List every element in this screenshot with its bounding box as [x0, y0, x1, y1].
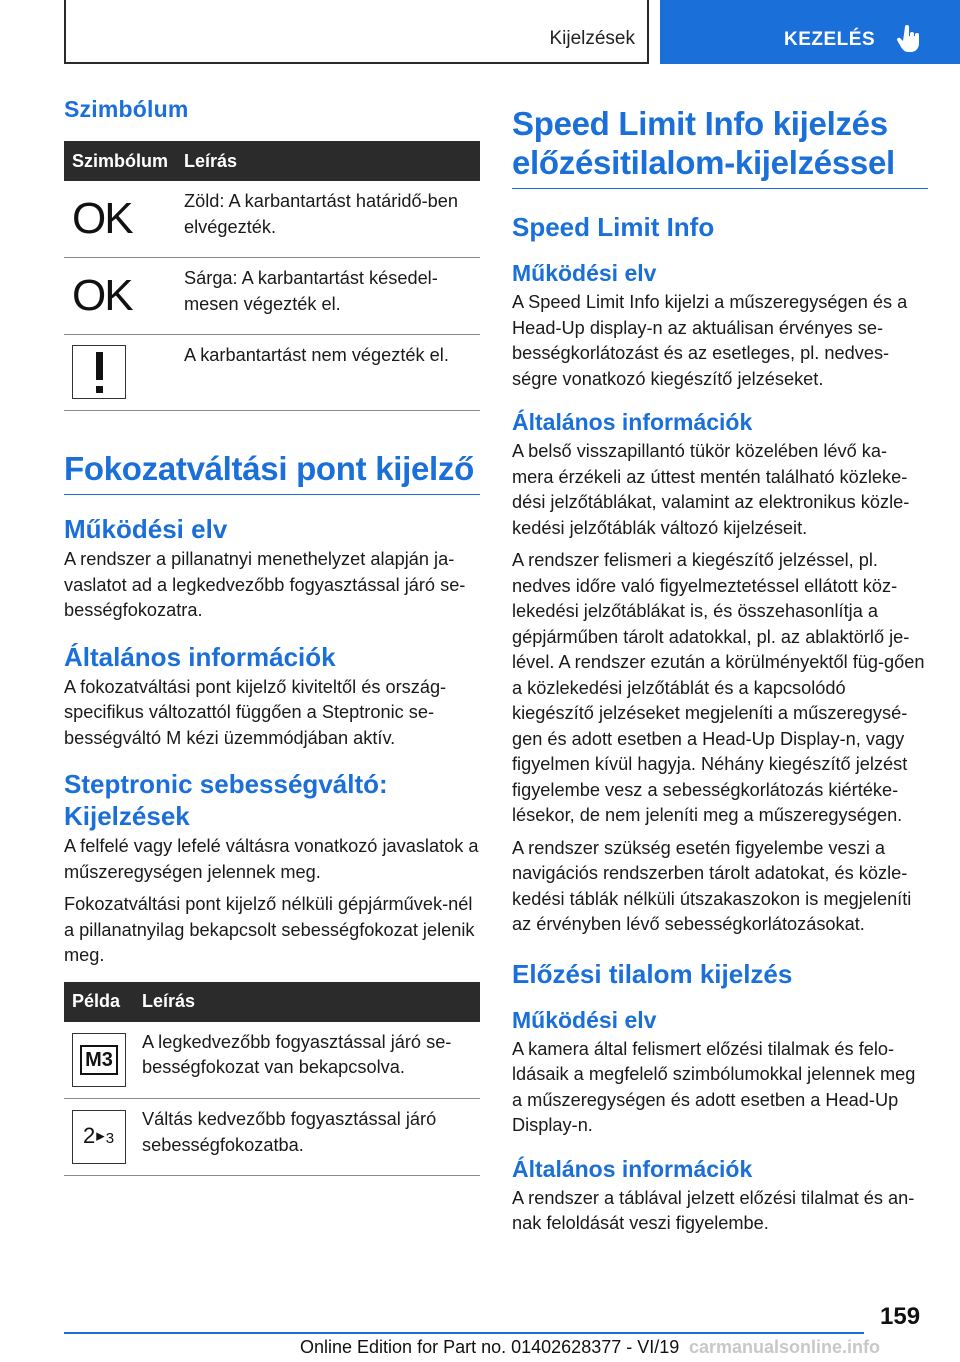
page-number: 159	[880, 1303, 921, 1330]
paragraph: A fokozatváltási pont kijelző kiviteltől és ország-specifikus változattól függően a Steptronic se-bességváltó M kézi üzemmódjában aktív.	[64, 676, 447, 748]
table-cell: A karbantartást nem végezték el.	[176, 335, 480, 411]
chapter-tab[interactable]	[660, 0, 960, 64]
table-cell: Zöld: A karbantartást határidő-ben elvégezték.	[176, 181, 480, 258]
heading-principle: Működési elv	[512, 260, 657, 286]
ok-symbol-yellow: OK	[72, 271, 132, 321]
table-row	[64, 1022, 480, 1099]
header-section-box	[64, 0, 649, 64]
right-column	[512, 96, 928, 1237]
heading-overtake-display: Előzési tilalom kijelzés	[512, 958, 793, 989]
hand-pointer-icon	[896, 25, 922, 53]
column-header: Leírás	[176, 141, 480, 181]
table-row	[64, 335, 480, 411]
paragraph: A rendszer a pillanatnyi menethelyzet alapján ja-vaslatot ad a legkedvezőbb fogyasztással járó se-bességfokozatra.	[64, 549, 466, 620]
table-row	[64, 181, 480, 258]
table-cell: A legkedvezőbb fogyasztással járó se-bességfokozat van bekapcsolva.	[134, 1022, 480, 1099]
paragraph: A Speed Limit Info kijelzi a műszeregységen és a Head-Up display-n az aktuálisan érvényes se-bességkorlátozást és az esetleges, pl. nedves-ségre vonatkozó kiegészítő jelzéseket.	[512, 292, 908, 389]
warning-exclamation-icon	[72, 345, 126, 399]
heading-principle: Működési elv	[64, 514, 228, 544]
footer-divider	[64, 1332, 864, 1334]
table-header-row	[64, 982, 480, 1022]
heading-principle: Működési elv	[512, 1006, 657, 1033]
column-header: Példa	[64, 982, 134, 1022]
paragraph: Fokozatváltási pont kijelző nélküli gépjárművek-nél a pillanatnyilag bekapcsolt sebességfokozat jelenik meg.	[64, 894, 475, 965]
section-title-gear-indicator: Fokozatváltási pont kijelző	[64, 449, 480, 495]
table-cell: Sárga: A karbantartást késedel-mesen végezték el.	[176, 258, 480, 335]
column-header: Leírás	[134, 982, 480, 1022]
paragraph: A rendszer felismeri a kiegészítő jelzéssel, pl. nedves időre való figyelmeztetéssel ellátott köz-lekedési jelzőtáblákat is, és összehasonlítja a gépjárműben tárolt adatokkal, pl. az ablaktörlő je-lével. A rendszer ezután a körülményektől füg-gően a közlekedési jelzőtáblát és a kapcsolódó kiegészítő jelzéseket megjeleníti a műszeregysé-gen és adott esetben a Head-Up Display-n, vagy figyelmen kívül hagyja. Néhány kiegészítő jelzést figyelembe vesz a sebességkorlátozás kiértéke-lésekor, de nem jeleníti meg a műszeregységen.	[512, 550, 925, 825]
watermark-text: carmanualsonline.info	[689, 1337, 881, 1357]
table-row	[64, 1099, 480, 1176]
table-cell: Váltás kedvezőbb fogyasztással járó sebességfokozatba.	[134, 1099, 480, 1176]
paragraph: A felfelé vagy lefelé váltásra vonatkozó javaslatok a műszeregységen jelennek meg.	[64, 836, 479, 882]
example-table	[64, 982, 480, 1177]
paragraph: A belső visszapillantó tükör közelében lévő ka-mera érzékeli az úttest mentén található közleke-dési jelzőtáblákat, valamint az elektronikus közle-kedési jelzőtáblák változó kijelzéseit.	[512, 441, 910, 538]
paragraph: A rendszer szükség esetén figyelembe veszi a navigációs rendszerben tárolt adatokat, és közle-kedési táblák nélküli útszakaszokon is megjeleníti az érvényben lévő sebességkorlátozásokat.	[512, 837, 912, 934]
heading-general: Általános információk	[512, 409, 753, 435]
column-header: Szimbólum	[64, 141, 176, 181]
heading-speed-limit-info: Speed Limit Info	[512, 212, 715, 242]
gear-m3-symbol: M3	[72, 1033, 126, 1087]
heading-general: Általános információk	[512, 1155, 753, 1182]
symbol-section-heading: Szimbólum	[64, 96, 189, 122]
heading-steptronic: Steptronic sebességváltó: Kijelzések	[64, 769, 388, 831]
left-column	[64, 96, 480, 1176]
chapter-title: KEZELÉS	[784, 29, 876, 50]
edition-text: Online Edition for Part no. 01402628377 - VI/19	[300, 1337, 680, 1357]
section-title-speed-limit: Speed Limit Info kijelzés előzésitilalom-kijelzéssel	[512, 104, 928, 189]
paragraph: A rendszer a táblával jelzett előzési tilalmat és an-nak feloldását veszi figyelembe.	[512, 1187, 915, 1233]
gear-shift-2-to-3-symbol: 2▶3	[72, 1110, 126, 1164]
symbol-table	[64, 141, 480, 411]
heading-general: Általános információk	[64, 641, 336, 672]
paragraph: A kamera által felismert előzési tilalmak és felo-ldásaik a megfelelő szimbólumokkal jelennek meg a műszeregységen és adott esetben a Head-Up Display-n.	[512, 1038, 916, 1135]
ok-symbol-green: OK	[72, 194, 132, 244]
table-row	[64, 258, 480, 335]
section-title: Kijelzések	[549, 28, 635, 49]
table-header-row	[64, 141, 480, 181]
